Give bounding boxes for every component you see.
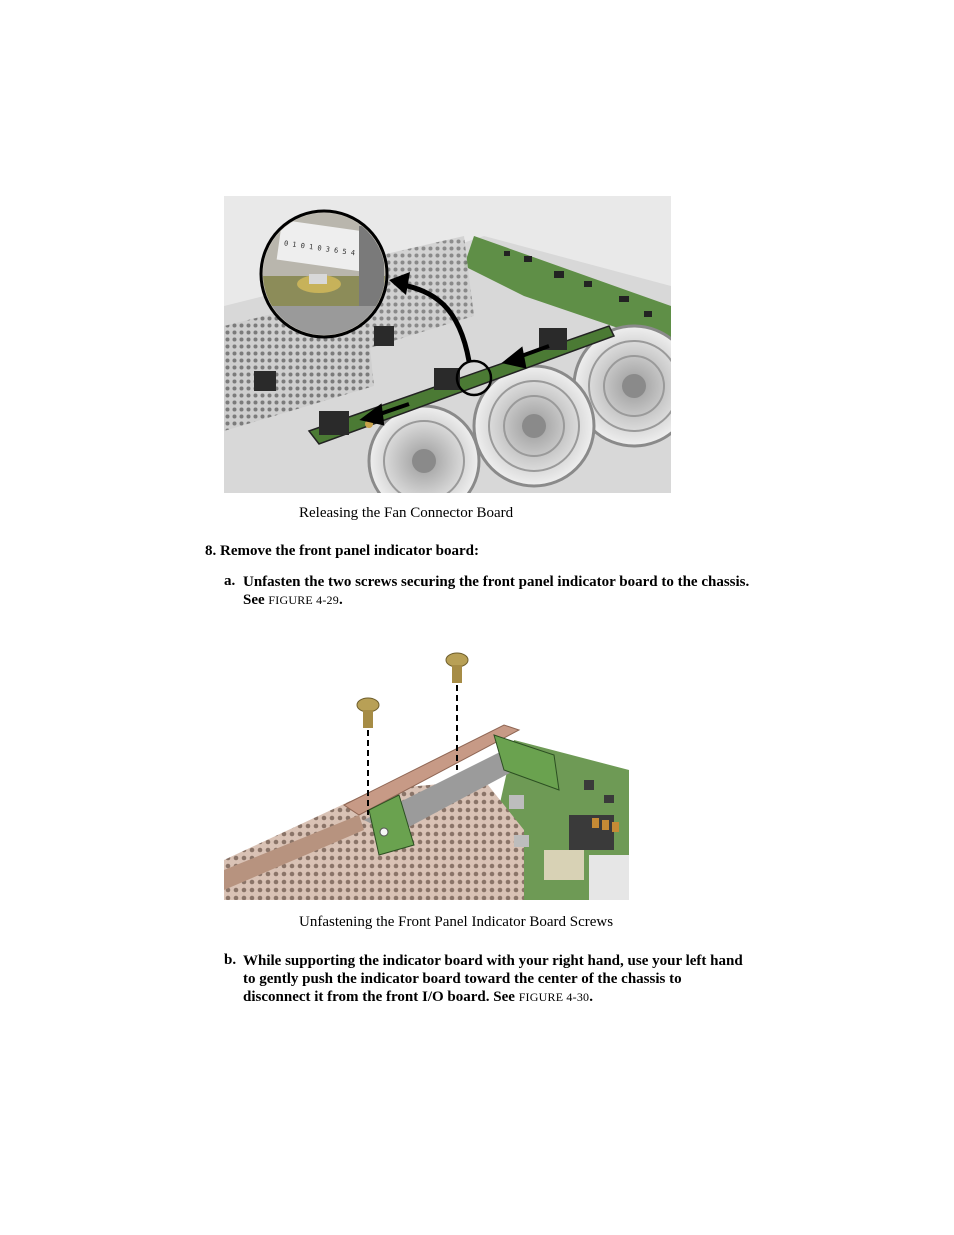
inset-label-text: 0 1 0 1 0 3 6 5 4: [283, 239, 356, 258]
substep-b-line-2: to gently push the indicator board toward the center of the chassis to: [243, 971, 682, 987]
substep-b-period: .: [589, 989, 593, 1005]
substep-a-marker: a.: [224, 573, 236, 589]
substep-a-line-1: Unfasten the two screws securing the front panel indicator board to the chassis.: [243, 574, 750, 590]
substep-b-marker: b.: [224, 952, 237, 968]
substep-a: [243, 573, 749, 609]
substep-a-period: .: [338, 592, 343, 608]
indicator-board-screws-photo: [224, 630, 629, 900]
substep-a-line-2: [243, 591, 749, 609]
substep-b-line-3-text: disconnect it from the front I/O board. See: [243, 989, 515, 1005]
figure-cross-reference-link[interactable]: FIGURE 4-29: [268, 593, 339, 607]
substep-b-line-3: [243, 988, 743, 1006]
step-8: [205, 543, 479, 560]
substep-a-see: See: [243, 592, 265, 608]
figure-caption-2: Unfastening the Front Panel Indicator Board Screws: [299, 914, 614, 930]
fan-connector-board-photo: [224, 196, 671, 493]
figure-cross-reference-link[interactable]: FIGURE 4-30: [518, 990, 590, 1004]
step-8-text: Remove the front panel indicator board:: [220, 543, 480, 559]
substep-b-line-1: While supporting the indicator board with your right hand, use your left hand: [243, 953, 743, 969]
figure-caption-1: Releasing the Fan Connector Board: [299, 505, 514, 521]
substep-b: [243, 952, 743, 1006]
step-8-number: 8.: [205, 543, 217, 559]
fan-2: [474, 366, 594, 486]
